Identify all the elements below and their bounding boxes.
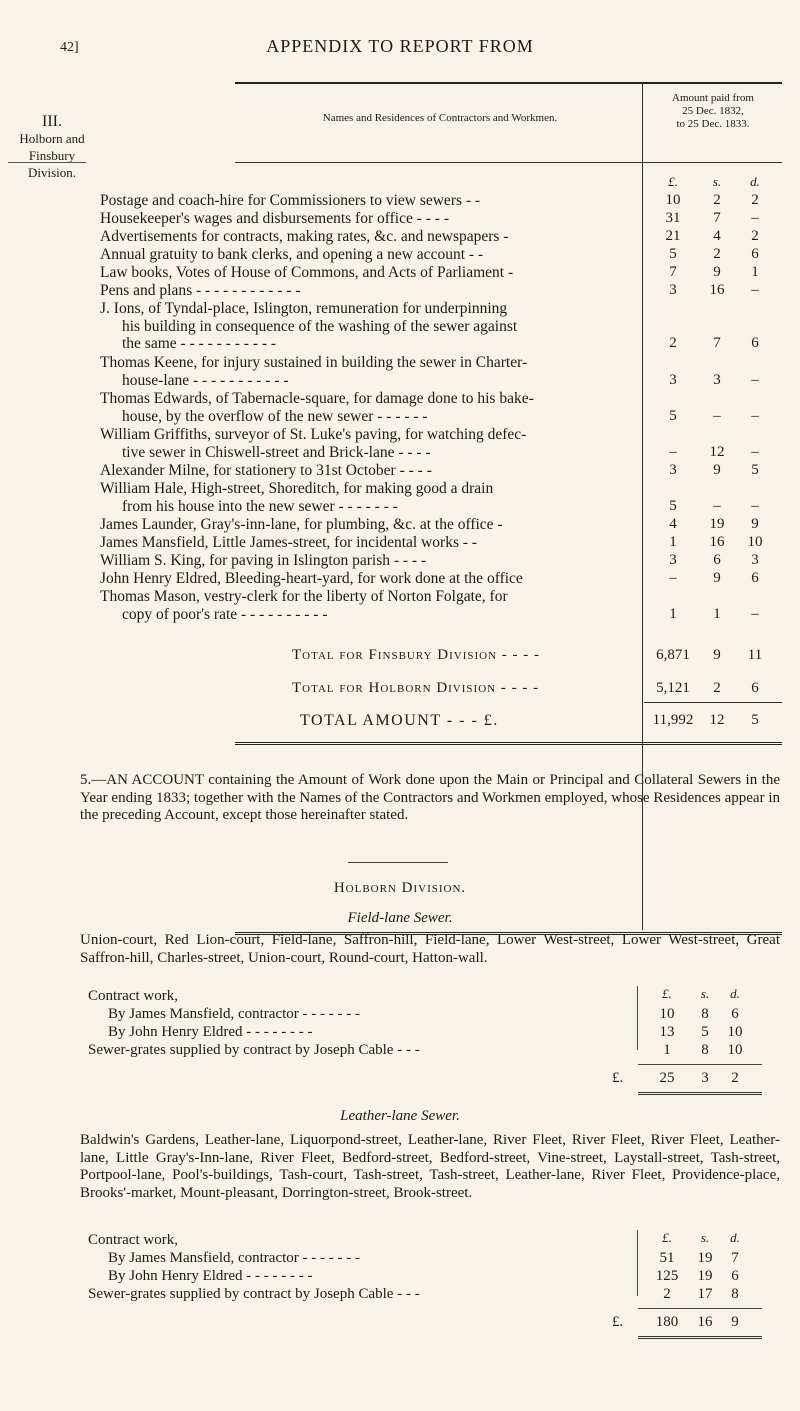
row-pence: 6	[751, 335, 759, 351]
column-head-names: Names and Residences of Contractors and Workmen.	[322, 112, 558, 124]
row-pence: 9	[751, 516, 759, 532]
row-shillings: –	[713, 498, 721, 514]
row-pence: –	[751, 408, 759, 424]
field-lane-item-pounds: 1	[663, 1042, 671, 1058]
leather-lane-item-shillings: 19	[697, 1268, 713, 1284]
total-holborn-pence: 6	[751, 680, 759, 696]
row-text: J. Ions, of Tyndal-place, Islington, remuneration for underpinning	[100, 300, 508, 317]
row-pounds: –	[669, 444, 677, 460]
field-lane-sum-rule	[638, 1064, 762, 1065]
total-finsbury-pence: 11	[747, 647, 763, 663]
leather-lane-item-pence: 6	[731, 1268, 739, 1284]
row-pounds: –	[669, 570, 677, 586]
row-shillings: 7	[713, 335, 721, 351]
row-pence: –	[751, 282, 759, 298]
row-pounds: 5	[669, 408, 677, 424]
row-pence: 3	[751, 552, 759, 568]
leather-lane-item: By John Henry Eldred - - - - - - - -	[108, 1268, 313, 1284]
table-row	[100, 570, 642, 588]
total-finsbury-shillings: 9	[713, 647, 721, 663]
total-finsbury-label: Total for Finsbury Division - - - -	[292, 647, 541, 663]
row-pence: 1	[751, 264, 759, 280]
row-pounds: 31	[665, 210, 681, 226]
leather-lane-divider	[637, 1230, 638, 1296]
row-text: Postage and coach-hire for Commissioners to view sewers - -	[100, 192, 481, 209]
table-row	[100, 264, 642, 282]
total-finsbury-pounds: 6,871	[656, 647, 690, 663]
row-pounds: 7	[669, 264, 677, 280]
row-text: John Henry Eldred, Bleeding-heart-yard, for work done at the office	[100, 570, 523, 587]
row-shillings: 9	[713, 264, 721, 280]
row-shillings: 6	[713, 552, 721, 568]
leather-lane-item-pence: 8	[731, 1286, 739, 1302]
leather-lane-sum-rule	[638, 1308, 762, 1309]
row-shillings: 9	[713, 462, 721, 478]
row-text: Alexander Milne, for stationery to 31st October - - - -	[100, 462, 432, 479]
running-head: APPENDIX TO REPORT FROM	[266, 36, 534, 56]
row-text: his building in consequence of the washing of the sewer against	[122, 317, 518, 335]
field-lane-total-label: £.	[612, 1070, 624, 1086]
leather-lane-item: By James Mansfield, contractor - - - - - - -	[108, 1250, 360, 1266]
row-pounds: 5	[669, 246, 677, 262]
table-row	[100, 282, 642, 300]
field-lane-item: By James Mansfield, contractor - - - - - - -	[108, 1006, 360, 1022]
row-pounds: 3	[669, 282, 677, 298]
margin-note-line: III.	[42, 113, 62, 130]
leather-lane-item-pounds: 125	[655, 1268, 679, 1284]
margin-note-line: Finsbury Division.	[27, 148, 77, 180]
table-row	[100, 390, 642, 425]
table-row	[100, 516, 642, 534]
field-lane-total-pence: 2	[731, 1070, 739, 1086]
row-text: James Launder, Gray's-inn-lane, for plumbing, &c. at the office -	[100, 516, 503, 533]
row-shillings: 19	[709, 516, 725, 532]
leather-lane-pounds-head: £.	[662, 1230, 672, 1245]
row-text: copy of poor's rate - - - - - - - - - -	[122, 605, 328, 623]
margin-note-line: Holborn and	[19, 131, 85, 146]
table-row	[100, 462, 642, 480]
table-row	[100, 192, 642, 210]
table-row	[100, 552, 642, 570]
row-text: James Mansfield, Little James-street, for incidental works - -	[100, 534, 478, 551]
row-pounds: 3	[669, 462, 677, 478]
leather-lane-item-pounds: 51	[659, 1250, 675, 1266]
margin-note	[6, 113, 98, 181]
table-row	[100, 588, 642, 623]
leather-lane-total-label: £.	[612, 1314, 624, 1330]
row-text: Thomas Keene, for injury sustained in building the sewer in Charter-	[100, 354, 528, 371]
field-lane-total-rule	[638, 1092, 762, 1095]
field-lane-pounds-head: £.	[662, 986, 672, 1001]
total-holborn-pounds: 5,121	[656, 680, 690, 696]
row-text: Housekeeper's wages and disbursements for office - - - -	[100, 210, 449, 227]
row-shillings: 9	[713, 570, 721, 586]
table-row	[100, 300, 642, 353]
row-pounds: 5	[669, 498, 677, 514]
row-pence: 6	[751, 246, 759, 262]
row-text: Law books, Votes of House of Commons, and Acts of Parliament -	[100, 264, 514, 281]
row-text: house-lane - - - - - - - - - - -	[122, 371, 289, 389]
page-number: 42]	[60, 40, 79, 55]
row-shillings: 4	[713, 228, 721, 244]
row-pence: –	[751, 210, 759, 226]
leather-lane-item-pounds: 2	[663, 1286, 671, 1302]
row-text: tive sewer in Chiswell-street and Brick-lane - - - -	[122, 443, 431, 461]
row-pence: 6	[751, 570, 759, 586]
row-text: house, by the overflow of the new sewer - - - - - -	[122, 407, 428, 425]
row-shillings: 2	[713, 246, 721, 262]
leather-lane-item-shillings: 17	[697, 1286, 713, 1302]
row-pence: –	[751, 372, 759, 388]
leather-lane-total-rule	[638, 1336, 762, 1339]
field-lane-item-pounds: 13	[659, 1024, 675, 1040]
row-pence: –	[751, 498, 759, 514]
column-head-amount-line: Amount paid from	[672, 92, 754, 104]
field-lane-total-shillings: 3	[701, 1070, 709, 1086]
leather-lane-shillings-head: s.	[700, 1230, 710, 1245]
leather-lane-item: Sewer-grates supplied by contract by Joseph Cable - - -	[88, 1286, 420, 1302]
field-lane-contract-label: Contract work,	[88, 988, 178, 1004]
pounds-head: £.	[668, 174, 678, 189]
row-shillings: 16	[709, 282, 725, 298]
leather-lane-title: Leather-lane Sewer.	[340, 1108, 460, 1124]
row-pounds: 10	[665, 192, 681, 208]
row-text: Advertisements for contracts, making rates, &c. and newspapers -	[100, 228, 509, 245]
column-head-amount-line: 25 Dec. 1832,	[682, 105, 744, 117]
section-divider	[348, 862, 448, 863]
field-lane-item-pence: 10	[727, 1042, 743, 1058]
leather-lane-total-shillings: 16	[697, 1314, 713, 1330]
column-head-amount-line: to 25 Dec. 1833.	[676, 118, 750, 130]
field-lane-total-pounds: 25	[659, 1070, 675, 1086]
row-pounds: 21	[665, 228, 681, 244]
field-lane-item-shillings: 8	[701, 1042, 709, 1058]
row-pence: 10	[747, 534, 763, 550]
row-shillings: 7	[713, 210, 721, 226]
field-lane-title: Field-lane Sewer.	[347, 910, 453, 926]
row-shillings: 1	[713, 606, 721, 622]
row-pounds: 1	[669, 606, 677, 622]
row-text: William Hale, High-street, Shoreditch, for making good a drain	[100, 480, 494, 497]
leather-lane-item-pence: 7	[731, 1250, 739, 1266]
row-text: from his house into the new sewer - - - - - - -	[122, 497, 398, 515]
header-rule	[235, 162, 782, 163]
leather-lane-total-pounds: 180	[655, 1314, 679, 1330]
grand-total-label: TOTAL AMOUNT - - - £.	[300, 712, 499, 729]
row-shillings: 12	[709, 444, 725, 460]
row-pence: 5	[751, 462, 759, 478]
row-shillings: 16	[709, 534, 725, 550]
total-holborn-shillings: 2	[713, 680, 721, 696]
row-pounds: 4	[669, 516, 677, 532]
row-text: Pens and plans - - - - - - - - - - - -	[100, 282, 301, 299]
row-text: the same - - - - - - - - - - -	[122, 335, 277, 353]
row-pence: 2	[751, 228, 759, 244]
field-lane-divider	[637, 986, 638, 1050]
leather-lane-pence-head: d.	[730, 1230, 740, 1245]
leather-lane-total-pence: 9	[731, 1314, 739, 1330]
section-5-heading: 5.—AN ACCOUNT containing the Amount of Work done upon the Main or Principal and Collateral Sewers in the Year ending 1833; together with the Names of the Contractors and Workmen employed, whose Residences appear in the preceding Account, except those hereinafter stated.	[80, 772, 780, 824]
grand-total-shillings: 12	[709, 712, 725, 728]
row-shillings: 3	[713, 372, 721, 388]
column-head-amount	[644, 92, 782, 131]
field-lane-shillings-head: s.	[700, 986, 710, 1001]
row-pounds: 3	[669, 372, 677, 388]
field-lane-item: Sewer-grates supplied by contract by Joseph Cable - - -	[88, 1042, 420, 1058]
row-text: Annual gratuity to bank clerks, and opening a new account - -	[100, 246, 484, 263]
leather-lane-contract-label: Contract work,	[88, 1232, 178, 1248]
shillings-head: s.	[712, 174, 722, 189]
row-pence: 2	[751, 192, 759, 208]
table-row	[100, 534, 642, 552]
field-lane-item-pounds: 10	[659, 1006, 675, 1022]
table-row	[100, 426, 642, 461]
row-pence: –	[751, 606, 759, 622]
table-row	[100, 228, 642, 246]
row-pence: –	[751, 444, 759, 460]
row-text: William Griffiths, surveyor of St. Luke's paving, for watching defec-	[100, 426, 527, 443]
margin-rule	[8, 162, 86, 163]
leather-lane-item-shillings: 19	[697, 1250, 713, 1266]
pence-head: d.	[750, 174, 760, 189]
leather-lane-streets: Baldwin's Gardens, Leather-lane, Liquorpond-street, Leather-lane, River Fleet, River Fleet, River Fleet, Leather-lane, Little Gray's-Inn-lane, River Fleet, Bedford-street, Bedford-street, Vine-street, Laystall-street, Tash-street, Portpool-lane, Pool's-buildings, Tash-court, Tash-street, Tash-street, Leather-lane, River Fleet, Providence-place, Brooks'-market, Mount-pleasant, Dorrington-street, Brook-street.	[80, 1132, 780, 1201]
table-row	[100, 210, 642, 228]
table-bottom-rule	[235, 742, 782, 745]
field-lane-item-pence: 10	[727, 1024, 743, 1040]
field-lane-item-shillings: 8	[701, 1006, 709, 1022]
row-text: William S. King, for paving in Islington parish - - - -	[100, 552, 427, 569]
table-row	[100, 354, 642, 389]
field-lane-item-pence: 6	[731, 1006, 739, 1022]
field-lane-pence-head: d.	[730, 986, 740, 1001]
field-lane-streets: Union-court, Red Lion-court, Field-lane, Saffron-hill, Field-lane, Lower West-street, Lower West-street, Great Saffron-hill, Charles-street, Union-court, Round-court, Hatton-wall.	[80, 932, 780, 966]
field-lane-item-shillings: 5	[701, 1024, 709, 1040]
division-heading: Holborn Division.	[333, 880, 467, 896]
grand-total-pounds: 11,992	[652, 712, 694, 728]
row-text: Thomas Edwards, of Tabernacle-square, for damage done to his bake-	[100, 390, 534, 407]
row-shillings: 2	[713, 192, 721, 208]
row-pounds: 1	[669, 534, 677, 550]
totals-rule	[644, 702, 782, 703]
row-pounds: 2	[669, 335, 677, 351]
field-lane-item: By John Henry Eldred - - - - - - - -	[108, 1024, 313, 1040]
row-text: Thomas Mason, vestry-clerk for the liberty of Norton Folgate, for	[100, 588, 508, 605]
row-pounds: 3	[669, 552, 677, 568]
table-row	[100, 480, 642, 515]
row-shillings: –	[713, 408, 721, 424]
grand-total-pence: 5	[751, 712, 759, 728]
table-row	[100, 246, 642, 264]
total-holborn-label: Total for Holborn Division - - - -	[292, 680, 540, 696]
